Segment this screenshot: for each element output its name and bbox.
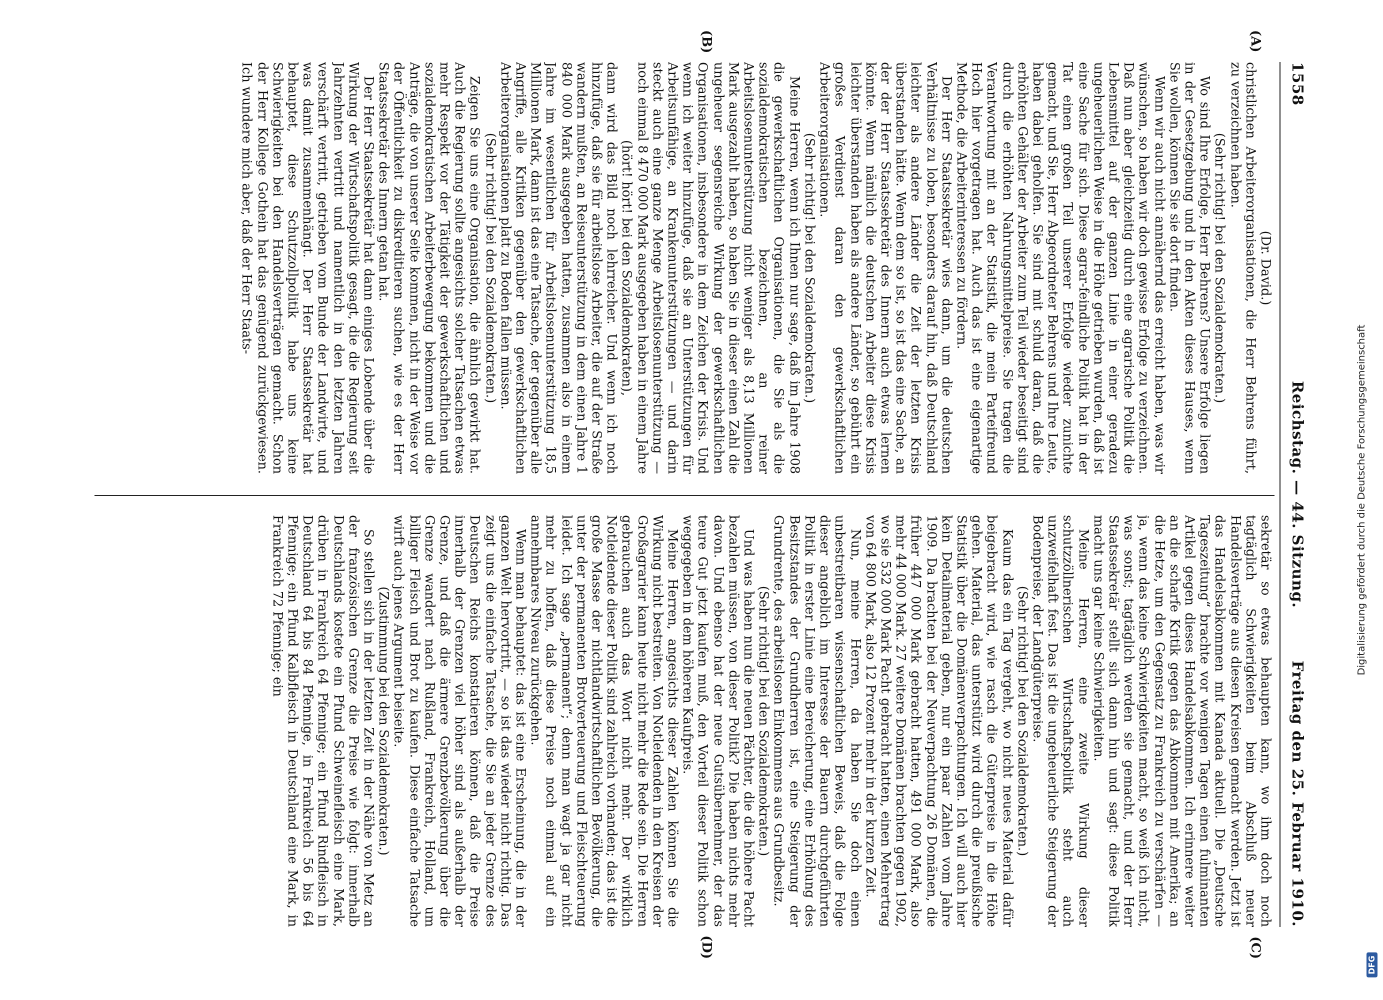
paragraph: So stellen sich in der letzten Zeit in der Nähe von Metz an der französischen Grenze die Preise wie folgt: innerhalb Deutschlands kostete ein Pfund Schweinefleisch eine Mark, drüben in Frankreich 64 Pfennige; ein Pfund Rindfleisch in Deutschland 64 bis 84 Pfennige, in Frankreich 56 bis 64 Pfennige; ein Pfund Kalbfleisch in Deutschland eine Mark, in Frankreich 72 Pfennige; ein bbox=[268, 515, 376, 927]
page-number: 1558 bbox=[1288, 62, 1306, 106]
margin-mark-c: (C) bbox=[1247, 936, 1262, 959]
session-date: Freitag den 25. Februar 1910. bbox=[1288, 660, 1306, 927]
interjection: (Sehr richtig! bei den Sozialdemokraten.) bbox=[481, 132, 497, 404]
left-text-column bbox=[94, 62, 1272, 474]
paragraph: Der Herr Staatssekretär hat dann einiges Lobende über die Wirkung der Wirtschaftspolitik gesagt, die die Regierung seit Jahrzehnten vertritt und namentlich in den letzten Jahren verschärft vertritt, getrieben vom Bunde der Landwirte, und was damit zusammenhängt. Der Herr Staatssekretär hat behauptet, diese Schutzzollpolitik habe uns keine Schwierigkeiten bei den Handelsverträgen gemacht. Schon der Herr Kollege Gothein hat das genügend zurückgewiesen. Ich wundere mich aber, daß der Herr Staats- bbox=[238, 62, 376, 474]
running-title: Reichstag. — 44. Sitzung. bbox=[1288, 380, 1306, 609]
paragraph: Kaum das ein Tag vergeht, wo nicht neues Material dafür beigebracht wird, wie rasch die Güterpreise in die Höhe gehen. Material, das unterstützt wird durch die preußische Statistik über die Domänenverpachtungen. Ich will auch hier kein Detailmaterial geben, nur ein paar Zahlen vom Jahre 1909. Da brachten bei der Neuverpachtung 26 Domänen, die früher 447 000 Mark gebracht hatten, 491 000 Mark, also mehr 44 000 Mark. 27 weitere Domänen brachten gegen 1902, wo sie 532 000 Mark Pacht gebracht hatten, einen Mehrertrag von 64 800 Mark, also 12 Prozent mehr in der kurzen Zeit. bbox=[861, 515, 1014, 927]
paragraph: dann wird das Bild noch lehrreicher. Und wenn ich noch hinzufüge, daß sie für arbeitslose Arbeiter, die auf der Straße wandern mußten, an Reiseunterstützung in dem einen Jahre 1 840 000 Mark ausgegeben hatten, zusammen also in einem Jahre im wesentlichen für Arbeitslosenunterstützung 18,5 Millionen Mark, dann ist das eine Tatsache, der gegenüber alle Angriffe, alle Kritiken gegenüber den gewerkschaftlichen Arbeiterorganisationen platt zu Boden fallen müssen. bbox=[496, 62, 619, 474]
speaker-name: (Dr. David.) bbox=[1257, 230, 1272, 306]
page-header bbox=[1279, 62, 1308, 927]
paragraph: sekretär so etwas behaupten kann, wo ihm doch noch tagtäglich Schwierigkeiten beim Abschluß neuer Handelsverträge aus diesen Kreisen gemacht werden. Jetzt ist das Handelsabkommen mit Kanada aktuell. Die „Deutsche Tageszeitung“ brachte vor wenigen Tagen einen fulminanten Artikel gegen dieses Handelsabkommen. Ich erinnere weiter an die scharfe Kritik gegen das Abkommen mit Amerika; an die Hetze, um den Gegensatz zu Frankreich zu verschärfen — ja, wenn das keine Schwierigkeiten macht, so weiß ich nicht, was sonst; tagtäglich werden sie gemacht, und der Herr Staatssekretär stellt sich dann hin und sagt: diese Politik macht uns gar keine Schwierigkeiten. bbox=[1089, 515, 1272, 927]
paragraph: Wo sind Ihre Erfolge, Herr Behrens? Unsere Erfolge liegen in der Gesetzgebung und in den Akten dieses Hauses, wenn Sie wollen, können Sie sie dort finden. bbox=[1165, 62, 1212, 474]
interjection: (Sehr richtig! bei den Sozialdemokraten.) bbox=[1013, 585, 1029, 857]
dfg-logo: DFG bbox=[1367, 953, 1378, 978]
margin-mark-d: (D) bbox=[698, 935, 713, 959]
interjection: (Sehr richtig! bei den Sozialdemokraten.) bbox=[800, 132, 816, 404]
paragraph: Zeigen Sie uns eine Organisation, die ähnlich gewirkt hat. Auch die Regierung sollte angesichts solcher Tatsachen etwas mehr Respekt vor der Tätigkeit der gewerkschaftlichen und sozialdemokratischen Arbeiterbewegung bekommen und die Anträge, die von unserer Seite kommen, nicht in der Weise vor der Öffentlichkeit zu diskreditieren suchen, wie es der Herr Staatssekretär des Innern getan hat. bbox=[375, 62, 482, 474]
right-text-column bbox=[94, 515, 1272, 927]
paragraph: Wenn wir auch nicht annähernd das erreicht haben, was wir wünschen, so haben wir doch gewisse Erfolge zu verzeichnen. Daß nun aber gleichzeitig durch eine agrarische Politik die Lebensmittel auf der ganzen Linie in einer geradezu ungeheuerlichen Weise in die Höhe getrieben wurden, daß ist eine Sache für sich. Diese agrar-feindliche Politik hat in der Tat einen großen Teil unserer Erfolge wieder zunichte gemacht, und Sie, Herr Abgeordneter Behrens und Ihre Leute, haben dabei geholfen. Sie sind mit schuld daran, daß die erhöhten Gehälter der Arbeiter zum Teil wieder beseitigt sind durch die erhöhten Nahrungsmittelpreise. Sie tragen die Verantwortung mit an der Statistik, die mein Parteifreund Hoch hier vorgetragen hat. Auch das ist eine eigenartige Methode, die Arbeiterinteressen zu fördern. bbox=[952, 62, 1166, 474]
paragraph: Meine Herren, wenn ich Ihnen nur sage, daß im Jahre 1908 die gewerkschaftlichen Organisationen, die Sie als die sozialdemokratischen bezeichnen, an reiner Arbeitslosenunterstützung nicht weniger als 8,13 Millionen Mark ausgezahlt haben, so haben Sie in dieser einen Zahl die ungeheuer segensreiche Wirkung der gewerkschaftlichen Organisationen, insbesondere in dem Zeichen der Krisis. Und wenn ich weiter hinzufüge, daß sie an Unterstützungen für Arbeitsunfähige, an Krankenunterstützungen — und darin steckt auch eine ganze Menge Arbeitslosenunterstützung — noch einmal 8 470 000 Mark ausgegeben haben in einem Jahre bbox=[633, 62, 801, 474]
paragraph: Nun, meine Herren, da haben Sie doch einen unbestreitbaren wissenschaftlichen Beweis, daß die Folge dieser angeblich im Interesse der Bauern durchgeführten Politik in erster Linie eine Bereicherung, eine Erhöhung des Besitzstandes der Grundherren ist, eine Steigerung der Grundrente, des arbeitslosen Einkommens aus Grundbesitz. bbox=[770, 515, 862, 927]
paragraph: Meine Herren, angesichts dieser Zahlen können Sie die Wirkung nicht bestreiten. Von Notleidenden in den Kreisen der Großagrarier kann heute nicht mehr die Rede sein. Die Herren gebrauchen auch das Wort nicht mehr. Der wirklich Notleidende dieser Politik sind zahlreich vorhanden; das ist die große Masse der nichtlandwirtschaftlichen Bevölkerung, die unter der permanenten Brotverteuerung und Fleischteuerung leidet. Ich sage „permanent“; denn man wagt ja gar nicht mehr zu hoffen, daß diese Preise noch einmal auf ein annehmbares Niveau zurückgehen. bbox=[527, 515, 680, 927]
paragraph: Wenn man behauptet: das ist eine Erscheinung, die in der ganzen Welt hervortritt, — so ist das wieder nicht richtig. Das zeigt uns die einfache Tatsache, die Sie an jeder Grenze des Deutschen Reichs konstatieren können, daß die Preise innerhalb der Grenzen viel höher sind als außerhalb der Grenze, und daß die ärmere Grenzbevölkerung über die Grenze wandert nach Rußland, Frankreich, Holland, um billiger Fleisch und Brot zu kaufen. Diese einfache Tatsache wirft auch jenes Argument beiseite. bbox=[390, 515, 528, 927]
paragraph: Und was haben nun die neuen Pächter, die die höhere Pacht bezahlen müssen, von dieser Politik? Die haben nichts mehr davon. Und ebenso hat der neue Gutsübernehmer, der das teure Gut jetzt kaufen muß, den Vorteil dieser Politik schon weggegeben in dem höheren Kaufpreis. bbox=[679, 515, 756, 927]
interjection: (hört! hört! bei den Sozialdemokraten), bbox=[618, 140, 634, 396]
paragraph: Meine Herren, eine zweite Wirkung dieser schutzzöllnerischen Wirtschaftspolitik steht auch unzweifelhaft fest. Das ist die ungeheuerliche Steigerung der Bodenpreise, der Landgüterpreise. bbox=[1028, 515, 1090, 927]
interjection: (Zustimmung bei den Sozialdemokraten.) bbox=[375, 586, 391, 856]
margin-mark-a: (A) bbox=[1247, 30, 1262, 53]
column-divider bbox=[94, 495, 1274, 496]
paragraph: Der Herr Staatssekretär wies dann, um die deutschen Verhältnisse zu loben, besonders darauf hin, daß Deutschland leichter als andere Länder die Zeit der letzten Krisis überstanden hätte. Wenn dem so ist, so ist das eine Sache, an der der Herr Staatssekretär des Innern auch etwas lernen könnte. Wenn nämlich die deutschen Arbeiter diese Krisis leichter überstanden haben als andere Länder, so gebührt ein großes Verdienst daran den gewerkschaftlichen Arbeiterorganisationen. bbox=[816, 62, 953, 474]
digitization-credit: Digitalisierung gefördert durch die Deutsche Forschungsgemeinschaft bbox=[1356, 324, 1368, 676]
document-page bbox=[88, 30, 1308, 959]
interjection: (Sehr richtig! bei den Sozialdemokraten.) bbox=[1211, 132, 1227, 404]
margin-mark-b: (B) bbox=[698, 30, 713, 54]
interjection: (Sehr richtig! bei den Sozialdemokraten.) bbox=[755, 585, 771, 857]
paragraph: christlichen Arbeiterorganisationen, die Herr Behrens führt, zu verzeichnen haben. bbox=[1226, 62, 1257, 474]
